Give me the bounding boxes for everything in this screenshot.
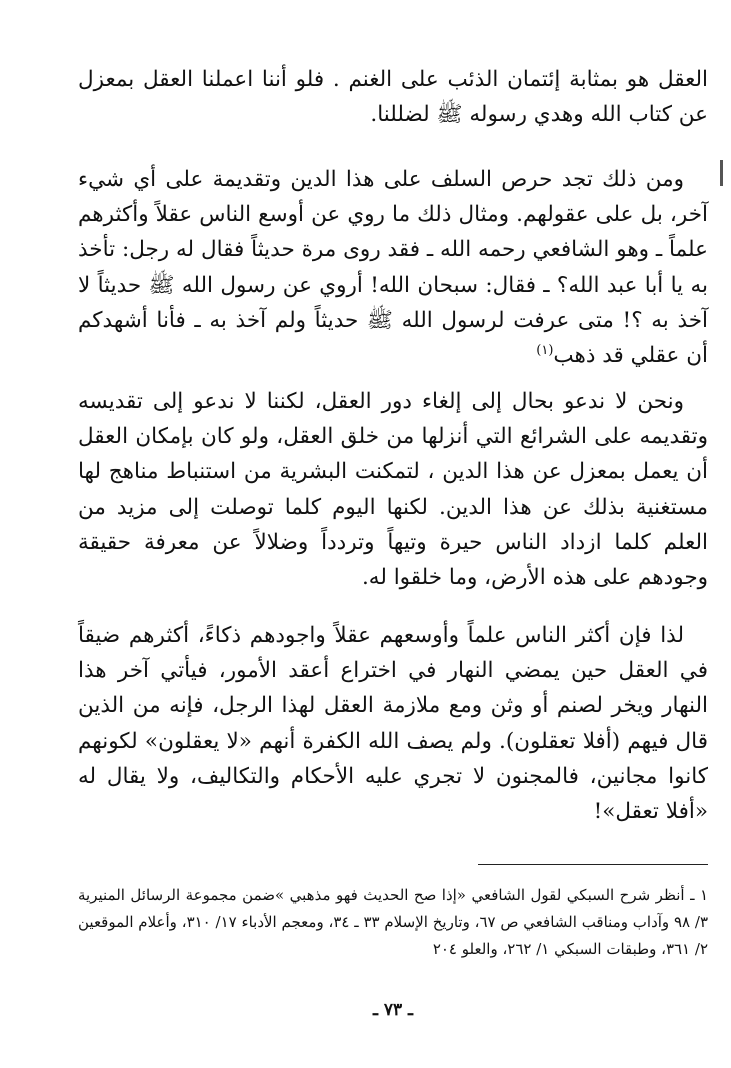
paragraph-2	[78, 162, 708, 373]
paragraph-3: ونحن لا ندعو بحال إلى إلغاء دور العقل، لكننا لا ندعو إلى تقديسه وتقديمه على الشرائع التي أنزلها من خلق العقل، ولو كان بإمكان العقل أن يعمل بمعزل عن هذا الدين ، لتمكنت البشرية من استنباط مناهج لها مستغنية بذلك عن هذا الدين. لكنها اليوم كلما توصلت إلى مزيد من العلم كلما ازداد الناس حيرة وتيهاً وتردداً وضلالاً عن معرفة حقيقة وجودهم على هذه الأرض، وما خلقوا له.	[78, 389, 708, 591]
book-page	[78, 62, 708, 1042]
margin-mark	[720, 160, 723, 186]
footnote-reference: (١)	[536, 342, 554, 358]
footnote-divider	[478, 864, 708, 865]
page-number: ـ ٧٣ ـ	[372, 1000, 414, 1020]
paragraph-1: العقل هو بمثابة إئتمان الذئب على الغنم . فلو أننا اعملنا العقل بمعزل عن كتاب الله وهدي رسوله ﷺ لضللنا.	[78, 67, 708, 128]
paragraph-4: لذا فإن أكثر الناس علماً وأوسعهم عقلاً واجودهم ذكاءً، أكثرهم ضيقاً في العقل حين يمضي النهار في اختراع أعقد الأمور، فيأتي آخر هذا النهار ويخر لصنم أو وثن ومع ملازمة العقل لهذا الرجل، فإنه من الذين قال فيهم (أفلا تعقلون). ولم يصف الله الكفرة أنهم «لا يعقلون» لكونهم كانوا مجانين، فالمجنون لا تجري عليه الأحكام والتكاليف، ولا يقال له «أفلا تعقل»!	[78, 623, 708, 825]
footnote-1: ١ ـ أنظر شرح السبكي لقول الشافعي «إذا صح الحديث فهو مذهبي »ضمن مجموعة الرسائل المنيرية ٣/ ٩٨ وآداب ومناقب الشافعي ص ٦٧، وتاريخ الإسلام ٣٣ ـ ٣٤، ومعجم الأدباء ١٧/ ٣١٠، وأعلام الموقعين ٢/ ٣٦١، وطبقات السبكي ١/ ٢٦٢، والعلو ٢٠٤	[78, 886, 709, 958]
paragraph-2-text: ومن ذلك تجد حرص السلف على هذا الدين وتقديمة على أي شيء آخر، بل على عقولهم. ومثال ذلك ما روي عن أوسع الناس عقلاً وأكثرهم علماً ـ وهو الشافعي رحمه الله ـ فقد روى مرة حديثاً فقال له رجل: تأخذ به يا أبا عبد الله؟ ـ فقال: سبحان الله! أروي عن رسول الله ﷺ حديثاً لا آخذ به ؟! متى عرفت لرسول الله ﷺ حديثاً ولم آخذ به ـ فأنا أشهدكم أن عقلي قد ذهب	[78, 167, 708, 369]
